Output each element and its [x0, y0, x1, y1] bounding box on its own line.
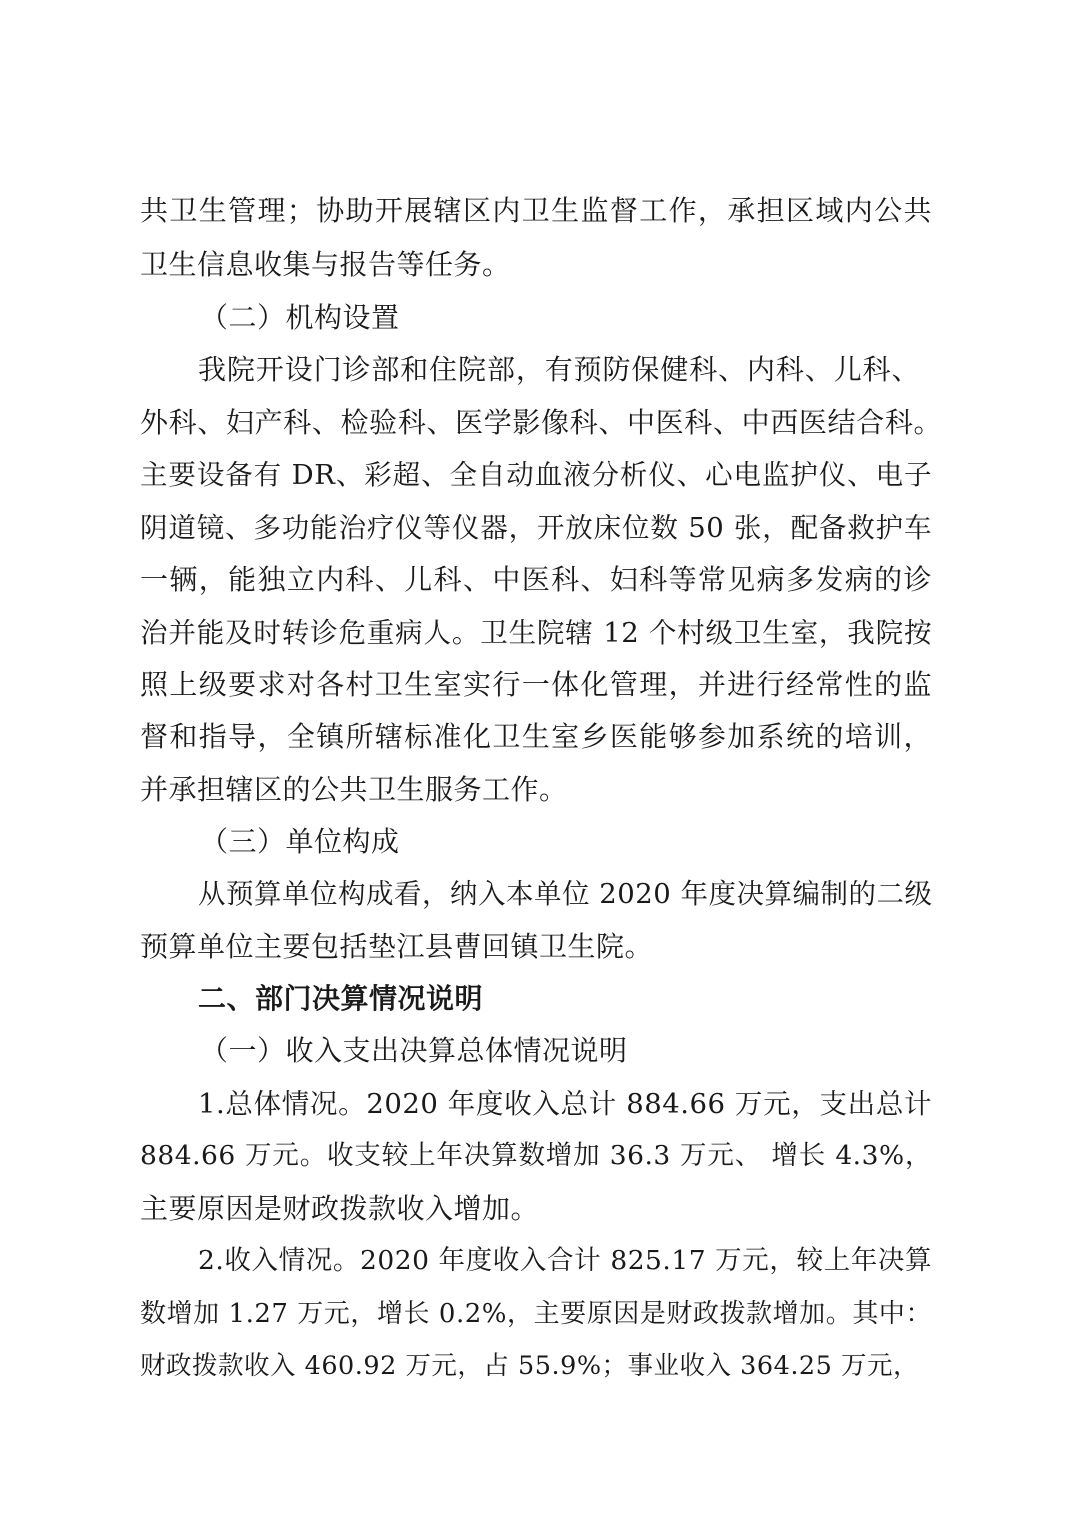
- body-text-line: 阴道镜、多功能治疗仪等仪器，开放床位数 50 张，配备救护车: [140, 512, 932, 544]
- body-text-line: 督和指导，全镇所辖标准化卫生室乡医能够参加系统的培训，: [140, 720, 932, 753]
- body-text-line: 数增加 1.27 万元，增长 0.2%，主要原因是财政拨款增加。其中：: [140, 1299, 932, 1329]
- subsection-heading: （二）机构设置: [200, 301, 400, 334]
- body-text-line: 财政拨款收入 460.92 万元，占 55.9%；事业收入 364.25 万元，: [140, 1351, 919, 1381]
- body-text-line: 一辆，能独立内科、儿科、中医科、妇科等常见病多发病的诊: [140, 563, 932, 596]
- body-text-line: 2.收入情况。2020 年度收入合计 825.17 万元，较上年决算: [198, 1245, 932, 1276]
- body-text-line: 884.66 万元。收支较上年决算数增加 36.3 万元、 增长 4.3%，: [140, 1140, 932, 1171]
- body-text-line: 主要设备有 DR、彩超、全自动血液分析仪、心电监护仪、电子: [140, 459, 932, 491]
- body-text-line: 1.总体情况。2020 年度收入总计 884.66 万元，支出总计: [198, 1088, 932, 1120]
- subsection-heading: （一）收入支出决算总体情况说明: [200, 1034, 628, 1067]
- body-text-line: 共卫生管理；协助开展辖区内卫生监督工作，承担区域内公共: [140, 194, 932, 227]
- section-heading: 二、部门决算情况说明: [198, 982, 484, 1015]
- body-text-line: 照上级要求对各村卫生室实行一体化管理，并进行经常性的监: [140, 668, 932, 701]
- body-text-line: 从预算单位构成看，纳入本单位 2020 年度决算编制的二级: [198, 878, 933, 910]
- subsection-heading: （三）单位构成: [200, 825, 400, 858]
- body-text-line: 治并能及时转诊危重病人。卫生院辖 12 个村级卫生室，我院按: [140, 617, 932, 649]
- body-text-line: 我院开设门诊部和住院部，有预防保健科、内科、儿科、: [198, 353, 920, 386]
- body-text-line: 预算单位主要包括垫江县曹回镇卫生院。: [140, 930, 654, 963]
- body-text-line: 卫生信息收集与报告等任务。: [140, 248, 511, 281]
- body-text-line: 主要原因是财政拨款收入增加。: [140, 1192, 540, 1225]
- body-text-line: 并承担辖区的公共卫生服务工作。: [140, 773, 568, 806]
- body-text-line: 外科、妇产科、检验科、医学影像科、中医科、中西医结合科。: [140, 406, 942, 439]
